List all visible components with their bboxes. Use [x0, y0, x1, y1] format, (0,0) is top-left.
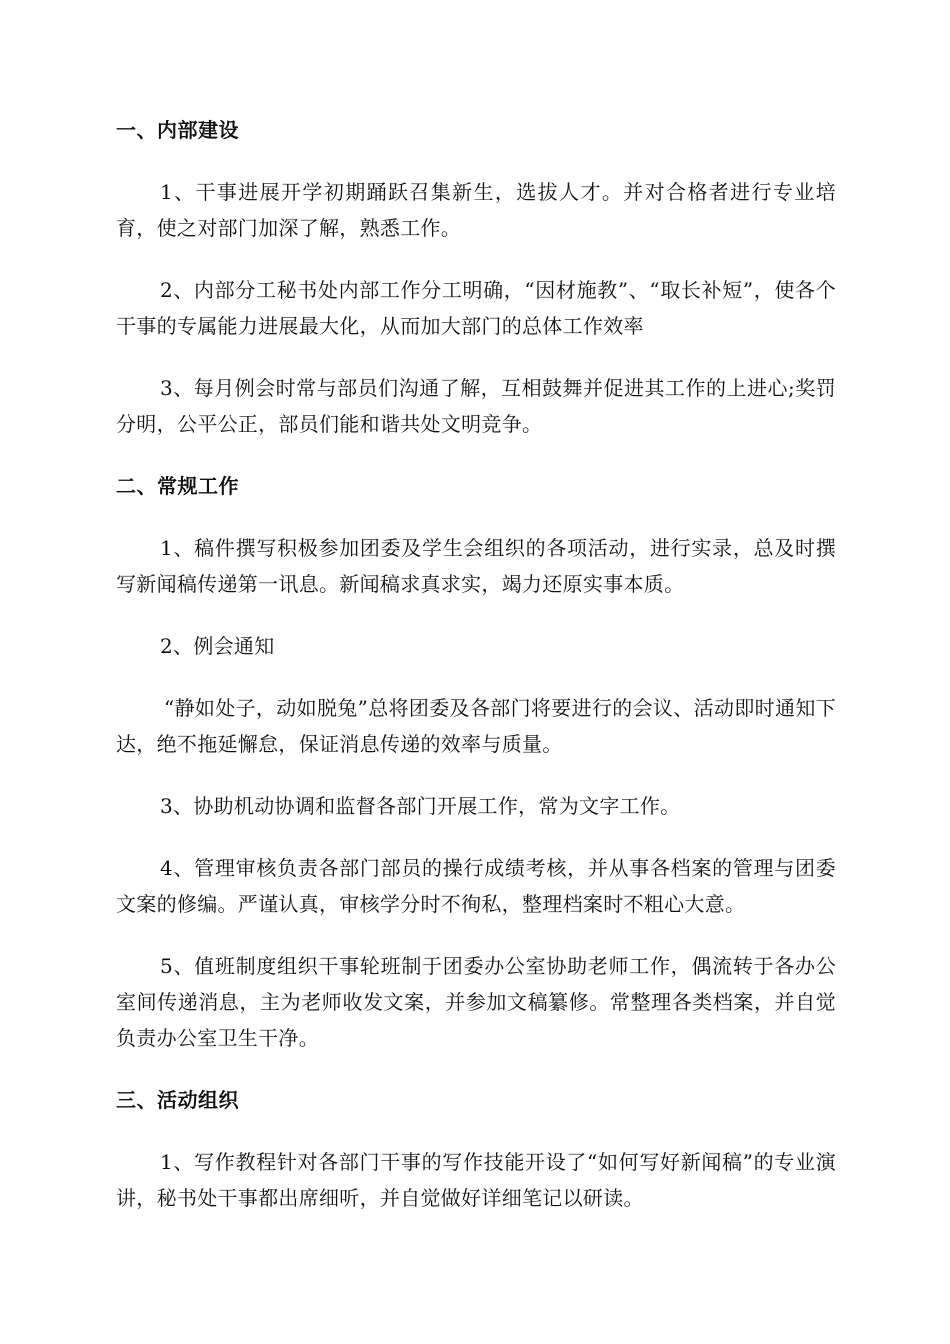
paragraph: 3、每月例会时常与部员们沟通了解，互相鼓舞并促进其工作的上进心;奖罚分明，公平公正，部员们能和谐共处文明竞争。 — [116, 376, 836, 436]
section-heading: 三、活动组织 — [116, 1088, 239, 1112]
document-page — [116, 112, 836, 1242]
paragraph: 5、值班制度组织干事轮班制于团委办公室协助老师工作，偶流转于各办公室间传递消息，主为老师收发文案，并参加文稿纂修。常整理各类档案，并自觉负责办公室卫生干净。 — [116, 954, 836, 1050]
paragraph: 3、协助机动协调和监督各部门开展工作，常为文字工作。 — [160, 794, 681, 818]
section-heading: 一、内部建设 — [116, 118, 239, 142]
paragraph: 1、写作教程针对各部门干事的写作技能开设了“如何写好新闻稿”的专业演讲，秘书处干事都出席细听，并自觉做好详细笔记以研读。 — [116, 1150, 836, 1210]
paragraph: 4、管理审核负责各部门部员的操行成绩考核，并从事各档案的管理与团委文案的修编。严谨认真，审核学分时不徇私，整理档案时不粗心大意。 — [116, 856, 836, 916]
section-heading: 二、常规工作 — [116, 474, 239, 498]
paragraph: 1、稿件撰写积极参加团委及学生会组织的各项活动，进行实录，总及时撰写新闻稿传递第一讯息。新闻稿求真求实，竭力还原实事本质。 — [116, 536, 836, 596]
paragraph: 2、内部分工秘书处内部工作分工明确，“因材施教”、“取长补短”，使各个干事的专属能力进展最大化，从而加大部门的总体工作效率 — [116, 278, 836, 338]
paragraph: 2、例会通知 — [160, 634, 275, 658]
paragraph: “静如处子，动如脱兔”总将团委及各部门将要进行的会议、活动即时通知下达，绝不拖延懈怠，保证消息传递的效率与质量。 — [116, 696, 836, 756]
paragraph: 1、干事进展开学初期踊跃召集新生，选拔人才。并对合格者进行专业培育，使之对部门加深了解，熟悉工作。 — [116, 180, 836, 240]
